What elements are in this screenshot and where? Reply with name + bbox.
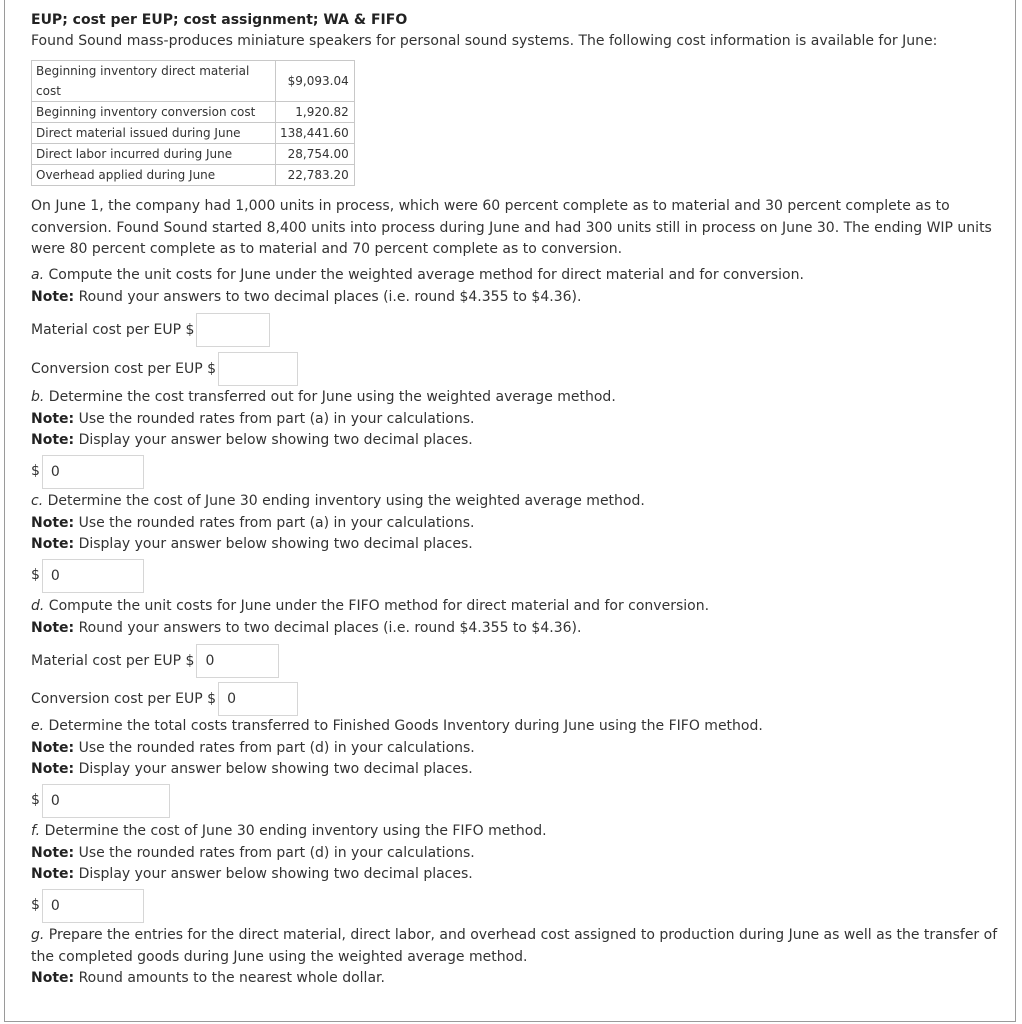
conversion-cost-label: Conversion cost per EUP xyxy=(31,690,203,707)
problem-intro: Found Sound mass-produces miniature speakers for personal sound systems. The following cost information is available for June: xyxy=(31,33,938,49)
part-e-note-2: Display your answer below showing two decimal places. xyxy=(78,761,473,777)
part-b-note-1: Use the rounded rates from part (a) in your calculations. xyxy=(78,410,475,427)
part-c-question: Determine the cost of June 30 ending inventory using the weighted average method. xyxy=(47,493,645,509)
part-letter: g. xyxy=(31,927,45,943)
part-g-note: Round amounts to the nearest whole dollar. xyxy=(78,970,385,986)
dollar-sign: $ xyxy=(207,360,217,377)
note-label: Note: xyxy=(31,536,75,552)
dollar-sign: $ xyxy=(31,897,40,913)
dollar-sign: $ xyxy=(31,567,40,583)
part-letter: d. xyxy=(31,598,45,614)
fifo-material-cost-input[interactable]: 0 xyxy=(196,644,279,678)
cost-table xyxy=(31,60,355,186)
part-letter: f. xyxy=(31,823,41,839)
note-label: Note: xyxy=(31,410,75,427)
part-d-question: Compute the unit costs for June under the FIFO method for direct material and for conversion. xyxy=(48,598,710,614)
wa-ending-inventory-input[interactable]: 0 xyxy=(42,559,144,593)
part-b xyxy=(31,387,1006,489)
dollar-sign: $ xyxy=(185,652,195,669)
fifo-transferred-fg-input[interactable]: 0 xyxy=(42,784,170,818)
part-g xyxy=(31,925,1006,990)
part-c xyxy=(31,491,1006,593)
part-letter: a. xyxy=(31,267,45,283)
note-label: Note: xyxy=(31,739,75,756)
fifo-conversion-cost-input[interactable]: 0 xyxy=(218,682,298,716)
cost-amount: $9,093.04 xyxy=(276,61,355,102)
table-row xyxy=(32,144,355,165)
cost-amount: 28,754.00 xyxy=(276,144,355,165)
note-label: Note: xyxy=(31,970,75,986)
part-b-note-2: Display your answer below showing two decimal places. xyxy=(78,432,473,448)
note-label: Note: xyxy=(31,514,75,531)
note-label: Note: xyxy=(31,432,75,448)
part-letter: b. xyxy=(31,389,45,405)
note-label: Note: xyxy=(31,866,75,882)
dollar-sign: $ xyxy=(185,321,195,338)
wa-conversion-cost-input[interactable] xyxy=(218,352,298,386)
part-d xyxy=(31,596,1006,716)
cost-label: Overhead applied during June xyxy=(32,165,276,186)
table-row xyxy=(32,123,355,144)
part-c-note-1: Use the rounded rates from part (a) in your calculations. xyxy=(78,514,475,531)
part-d-note: Round your answers to two decimal places (i.e. round $4.355 to $4.36). xyxy=(78,619,582,636)
fifo-ending-inventory-input[interactable]: 0 xyxy=(42,889,144,923)
part-letter: e. xyxy=(31,718,45,734)
question-content xyxy=(31,10,1006,986)
part-e xyxy=(31,716,1006,818)
note-label: Note: xyxy=(31,288,75,305)
cost-amount: 1,920.82 xyxy=(276,102,355,123)
table-row xyxy=(32,165,355,186)
conversion-cost-label: Conversion cost per EUP xyxy=(31,360,203,377)
part-e-question: Determine the total costs transferred to Finished Goods Inventory during June using the FIFO method. xyxy=(48,718,763,734)
note-label: Note: xyxy=(31,619,75,636)
dollar-sign: $ xyxy=(207,690,217,707)
part-f-note-2: Display your answer below showing two decimal places. xyxy=(78,866,473,882)
table-row xyxy=(32,61,355,102)
part-g-question: Prepare the entries for the direct material, direct labor, and overhead cost assigned to production during June as well as the transfer of the completed goods during June using the weighted average method. xyxy=(31,927,998,965)
part-a-question: Compute the unit costs for June under the weighted average method for direct material and for conversion. xyxy=(48,267,804,283)
wa-material-cost-input[interactable] xyxy=(196,313,270,347)
cost-amount: 138,441.60 xyxy=(276,123,355,144)
part-f-question: Determine the cost of June 30 ending inventory using the FIFO method. xyxy=(44,823,547,839)
part-e-note-1: Use the rounded rates from part (d) in your calculations. xyxy=(78,739,475,756)
cost-amount: 22,783.20 xyxy=(276,165,355,186)
cost-label: Beginning inventory direct material cost xyxy=(32,61,276,102)
cost-label: Direct material issued during June xyxy=(32,123,276,144)
scenario-paragraph: On June 1, the company had 1,000 units in process, which were 60 percent complete as to material and 30 percent complete as to conversion. Found Sound started 8,400 units into process during June and had 300 units still in process on June 30. The ending WIP units were 80 percent complete as to material and 70 percent complete as to conversion. xyxy=(31,198,992,257)
table-row xyxy=(32,102,355,123)
part-b-question: Determine the cost transferred out for June using the weighted average method. xyxy=(48,389,616,405)
part-f-note-1: Use the rounded rates from part (d) in your calculations. xyxy=(78,844,475,861)
part-letter: c. xyxy=(31,493,44,509)
note-label: Note: xyxy=(31,761,75,777)
cost-label: Direct labor incurred during June xyxy=(32,144,276,165)
part-f xyxy=(31,821,1006,923)
cost-label: Beginning inventory conversion cost xyxy=(32,102,276,123)
problem-title: EUP; cost per EUP; cost assignment; WA & FIFO xyxy=(31,12,408,28)
part-c-note-2: Display your answer below showing two decimal places. xyxy=(78,536,473,552)
dollar-sign: $ xyxy=(31,463,40,479)
part-a-note: Round your answers to two decimal places (i.e. round $4.355 to $4.36). xyxy=(78,288,582,305)
dollar-sign: $ xyxy=(31,792,40,808)
material-cost-label: Material cost per EUP xyxy=(31,321,182,338)
wa-cost-transferred-input[interactable]: 0 xyxy=(42,455,144,489)
material-cost-label: Material cost per EUP xyxy=(31,652,182,669)
part-a xyxy=(31,265,1006,386)
note-label: Note: xyxy=(31,844,75,861)
